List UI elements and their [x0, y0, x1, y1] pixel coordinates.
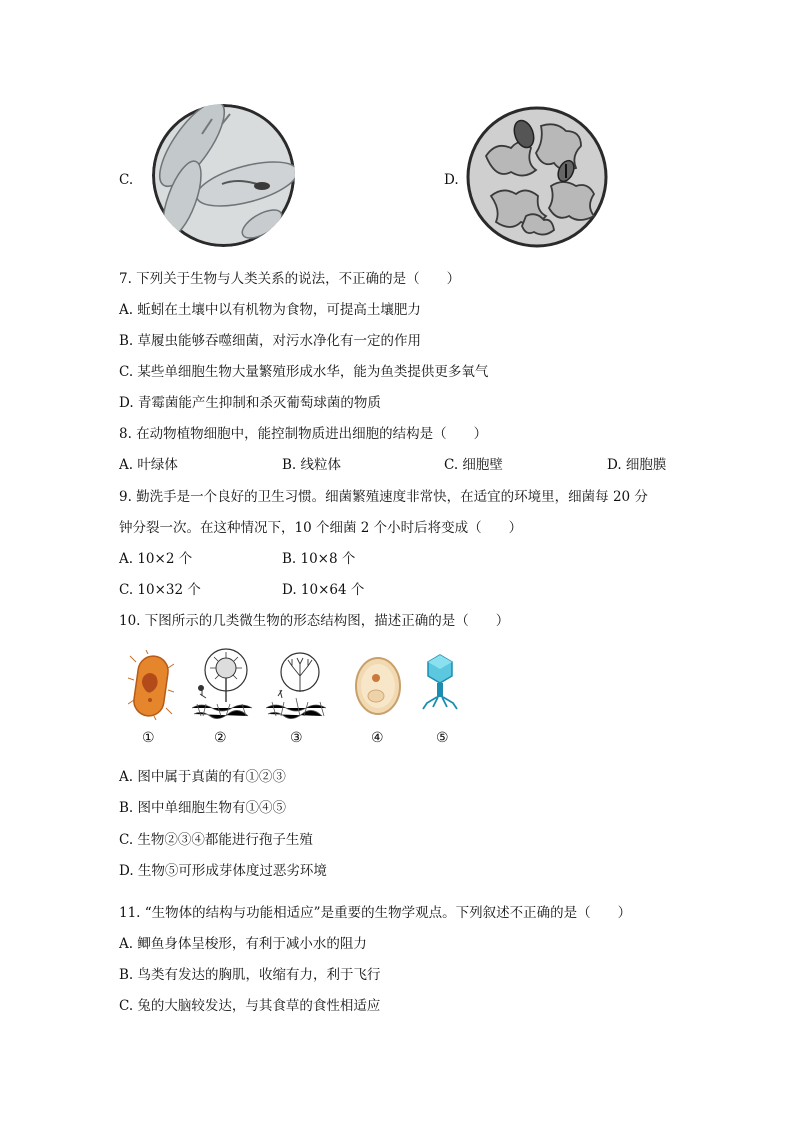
figure-number-5: ⑤	[436, 730, 449, 746]
q7-option-d: D. 青霉菌能产生抑制和杀灭葡萄球菌的物质	[119, 395, 381, 411]
q9-option-b: B. 10×8 个	[282, 551, 356, 567]
leaf-epidermis-micrograph-icon	[466, 106, 608, 248]
option-c-label: C.	[119, 172, 134, 188]
q11-stem: 11. “生物体的结构与功能相适应”是重要的生物学观点。下列叙述不正确的是（ ）	[119, 905, 632, 921]
figure-number-3: ③	[290, 730, 303, 746]
q9-option-c: C. 10×32 个	[119, 582, 201, 598]
figure-number-4: ④	[371, 730, 384, 746]
q9-option-a: A. 10×2 个	[119, 551, 193, 567]
figure-number-2: ②	[214, 730, 227, 746]
virus-figure	[416, 653, 464, 715]
q10-option-a: A. 图中属于真菌的有①②③	[119, 769, 286, 785]
q8-option-c: C. 细胞壁	[444, 457, 503, 473]
q9-option-d: D. 10×64 个	[282, 582, 365, 598]
bacterium-icon	[128, 650, 174, 720]
q9-stem-line1: 9. 勤洗手是一个良好的卫生习惯。细菌繁殖速度非常快，在适宜的环境里，细菌每 20 分	[119, 489, 648, 505]
q11-option-c: C. 兔的大脑较发达，与其食草的食性相适应	[119, 998, 381, 1014]
option-c-micrograph	[152, 104, 295, 247]
penicillium-figure	[266, 652, 328, 724]
q11-option-a: A. 鲫鱼身体呈梭形，有利于减小水的阻力	[119, 936, 367, 952]
paramecium-micrograph-icon	[152, 104, 295, 247]
q10-option-b: B. 图中单细胞生物有①④⑤	[119, 800, 287, 816]
mucor-figure	[192, 648, 254, 724]
yeast-figure	[354, 656, 402, 720]
mucor-mold-icon	[192, 648, 254, 720]
q10-option-c: C. 生物②③④都能进行孢子生殖	[119, 832, 313, 848]
q7-option-b: B. 草履虫能够吞噬细菌，对污水净化有一定的作用	[119, 333, 422, 349]
bacteriophage-icon	[416, 653, 464, 711]
option-d-micrograph	[466, 106, 608, 248]
bacterium-figure	[128, 650, 174, 724]
q8-stem: 8. 在动物植物细胞中，能控制物质进出细胞的结构是（ ）	[119, 426, 488, 442]
q11-option-b: B. 鸟类有发达的胸肌，收缩有力，利于飞行	[119, 967, 381, 983]
option-d-label: D.	[444, 172, 459, 188]
figure-number-1: ①	[142, 730, 155, 746]
q8-option-b: B. 线粒体	[282, 457, 342, 473]
q7-stem: 7. 下列关于生物与人类关系的说法，不正确的是（ ）	[119, 271, 461, 287]
q9-stem-line2: 钟分裂一次。在这种情况下，10 个细菌 2 个小时后将变成（ ）	[119, 520, 523, 536]
q7-option-a: A. 蚯蚓在土壤中以有机物为食物，可提高土壤肥力	[119, 302, 421, 318]
q7-option-c: C. 某些单细胞生物大量繁殖形成水华，能为鱼类提供更多氧气	[119, 364, 489, 380]
q8-option-d: D. 细胞膜	[607, 457, 667, 473]
yeast-cell-icon	[354, 656, 402, 716]
q8-option-a: A. 叶绿体	[119, 457, 178, 473]
q10-option-d: D. 生物⑤可形成芽体度过恶劣环境	[119, 863, 327, 879]
penicillium-mold-icon	[266, 652, 328, 720]
q10-stem: 10. 下图所示的几类微生物的形态结构图，描述正确的是（ ）	[119, 613, 510, 629]
